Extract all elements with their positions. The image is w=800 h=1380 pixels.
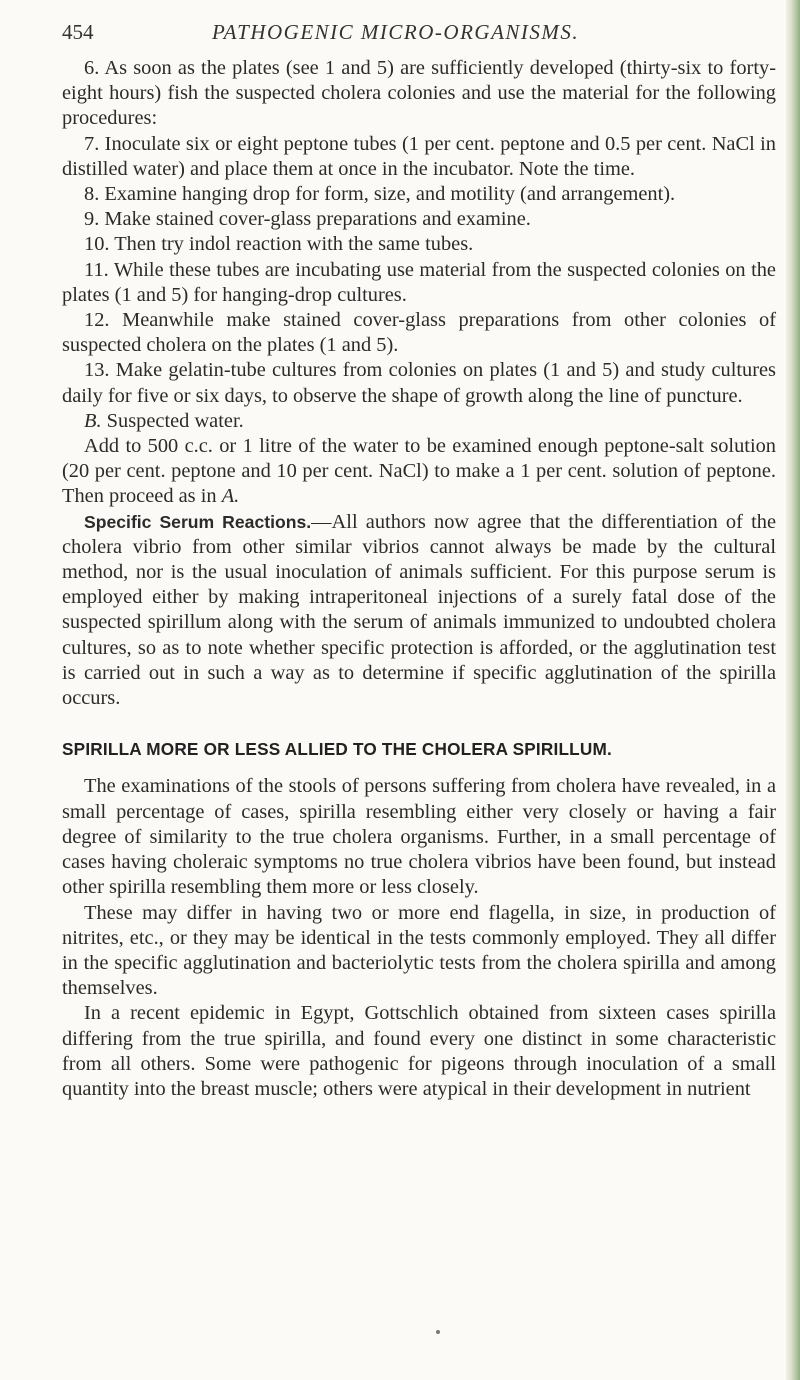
body-text: [62, 56, 776, 1102]
paragraph-step-10: 10. Then try indol reaction with the same tubes.: [84, 233, 474, 256]
page-edge-shadow: [786, 0, 800, 1380]
paragraph-step-7: 7. Inoculate six or eight peptone tubes (1 per cent. peptone and 0.5 per cent. NaCl in distilled water) and place them at once in the incubator. Note the time.: [62, 132, 776, 180]
specific-serum-text: —All authors now agree that the differentiation of the cholera vibrio from other similar vibrios cannot always be made by the cultural method, nor is the usual inoculation of animals sufficient. For this purpose serum is employed either by making intraperitoneal injections of a surely fatal dose of the suspected spirillum along with the serum of animals immunized to undoubted cholera cultures, so as to note whether specific protection is afforded, or the agglutination test is carried out in such a way as to determine if specific agglutination of the spirilla occurs.: [62, 510, 776, 710]
paragraph-differ: These may differ in having two or more end flagella, in size, in production of nitrites, etc., or they may be identical in the tests commonly employed. They all differ in the specific agglutination and bacteriolytic tests from the cholera spirilla and among themselves.: [62, 901, 776, 1000]
paragraph-step-9: 9. Make stained cover-glass preparations and examine.: [84, 208, 531, 231]
paragraph-step-11: 11. While these tubes are incubating use material from the suspected colonies on the plates (1 and 5) for hanging-drop cultures.: [62, 258, 776, 306]
paragraph-step-8: 8. Examine hanging drop for form, size, and motility (and arrangement).: [84, 183, 676, 206]
add-water-text: Add to 500 c.c. or 1 litre of the water to be examined enough peptone-salt solution (20 per cent. peptone and 10 per cent. NaCl) to make a 1 per cent. solution of peptone. Then proceed as in: [62, 435, 776, 508]
paragraph-examinations: The examinations of the stools of persons suffering from cholera have revealed, in a small percentage of cases, spirilla resembling either very closely or having a fair degree of similarity to the true cholera organisms. Further, in a small percentage of cases having choleraic symptoms no true cholera vibrios have been found, but instead other spirilla resembling them more or less closely.: [62, 775, 776, 899]
paragraph-egypt: In a recent epidemic in Egypt, Gottschlich obtained from sixteen cases spirilla differing from the true spirilla, and found every one distinct in some characteristic from all others. Some were pathogenic for pigeons through inoculation of a small quantity into the breast muscle; others were atypical in their development in nutrient: [62, 1002, 776, 1100]
subsection-b-label: B.: [84, 409, 102, 432]
paragraph-step-13: 13. Make gelatin-tube cultures from colonies on plates (1 and 5) and study cultures daily for five or six days, to observe the shape of growth along the line of puncture.: [62, 359, 776, 407]
running-head: [62, 10, 782, 50]
section-heading: SPIRILLA MORE OR LESS ALLIED TO THE CHOLERA SPIRILLUM.: [62, 739, 612, 760]
paragraph-specific-serum: [62, 510, 776, 712]
subsection-b: [62, 409, 776, 434]
paragraph-step-12: 12. Meanwhile make stained cover-glass preparations from other colonies of suspected cholera on the plates (1 and 5).: [62, 309, 776, 357]
specific-serum-heading: Specific Serum Reactions.: [84, 511, 312, 532]
paragraph-step-6: 6. As soon as the plates (see 1 and 5) are sufficiently developed (thirty-six to forty-eight hours) fish the suspected cholera colonies and use the material for the following procedures:: [62, 57, 776, 130]
paragraph-add-water: [62, 434, 776, 510]
add-water-ref: A.: [221, 485, 240, 508]
page-number: 454: [62, 20, 94, 44]
page-speck: [436, 1330, 440, 1334]
running-title: PATHOGENIC MICRO-ORGANISMS.: [212, 20, 580, 44]
subsection-b-title: Suspected water.: [106, 409, 244, 432]
